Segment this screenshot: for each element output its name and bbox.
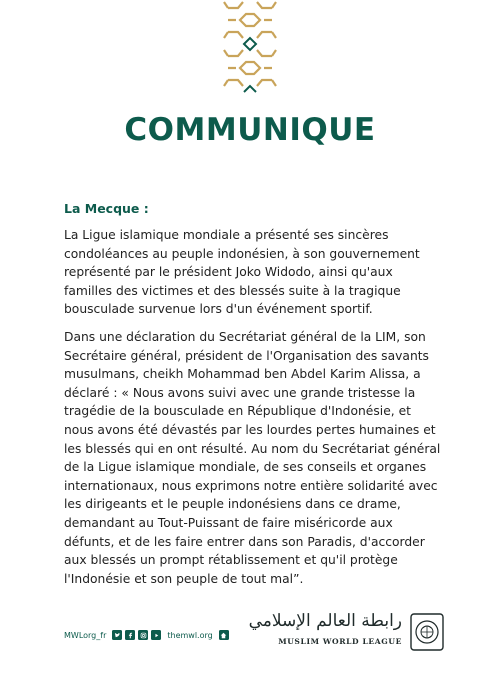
logo-english-name: MUSLIM WORLD LEAGUE — [278, 637, 402, 646]
mwl-emblem-icon — [410, 613, 444, 651]
website-link[interactable]: themwl.org — [167, 630, 213, 640]
page-title: COMMUNIQUE — [124, 112, 376, 148]
paragraph-2: Dans une déclaration du Secrétariat général de la LIM, son Secrétaire général, président de l'Organisation des savants musulmans, cheikh Mohammad ben Abdel Karim Alissa, a déclaré : « Nous avons suivi avec une grande tristesse la tragédie de la bousculade en République d'Indonésie, et nous avons été dévastés par les lourdes pertes humaines et les blessés qui en ont résulté. Au nom du Secrétariat général de la Ligue islamique mondiale, de ses conseils et organes internationaux, nous exprimons notre entière solidarité avec les dirigeants et le peuple indonésiens dans ce drame, demandant au Tout-Puissant de faire miséricorde aux défunts, et de les faire entrer dans son Paradis, d'accorder aux blessés un prompt rétablissement et qu'il protège l'Indonésie et son peuple de tout mal”. — [64, 329, 441, 586]
communique-body — [64, 201, 444, 597]
location-label: La Mecque : — [64, 201, 149, 216]
twitter-icon[interactable] — [112, 630, 122, 640]
mwl-logo — [248, 611, 444, 655]
instagram-icon[interactable] — [138, 630, 148, 640]
paragraph-1: La Ligue islamique mondiale a présenté ses sincères condoléances au peuple indonésien, à son gouvernement représenté par le président Joko Widodo, ainsi qu'aux familles des victimes et des blessés suite à la tragique bousculade survenue lors d'un événement sportif. — [64, 228, 420, 317]
logo-arabic-name: رابطة العالم الإسلامي — [248, 611, 402, 631]
home-icon[interactable] — [219, 630, 229, 640]
facebook-icon[interactable] — [125, 630, 135, 640]
social-handle[interactable]: MWLorg_fr — [64, 630, 107, 640]
youtube-icon[interactable] — [151, 630, 161, 640]
footer-social — [64, 626, 229, 644]
geometric-star-pattern-icon — [222, 0, 278, 96]
social-icons — [112, 630, 161, 640]
